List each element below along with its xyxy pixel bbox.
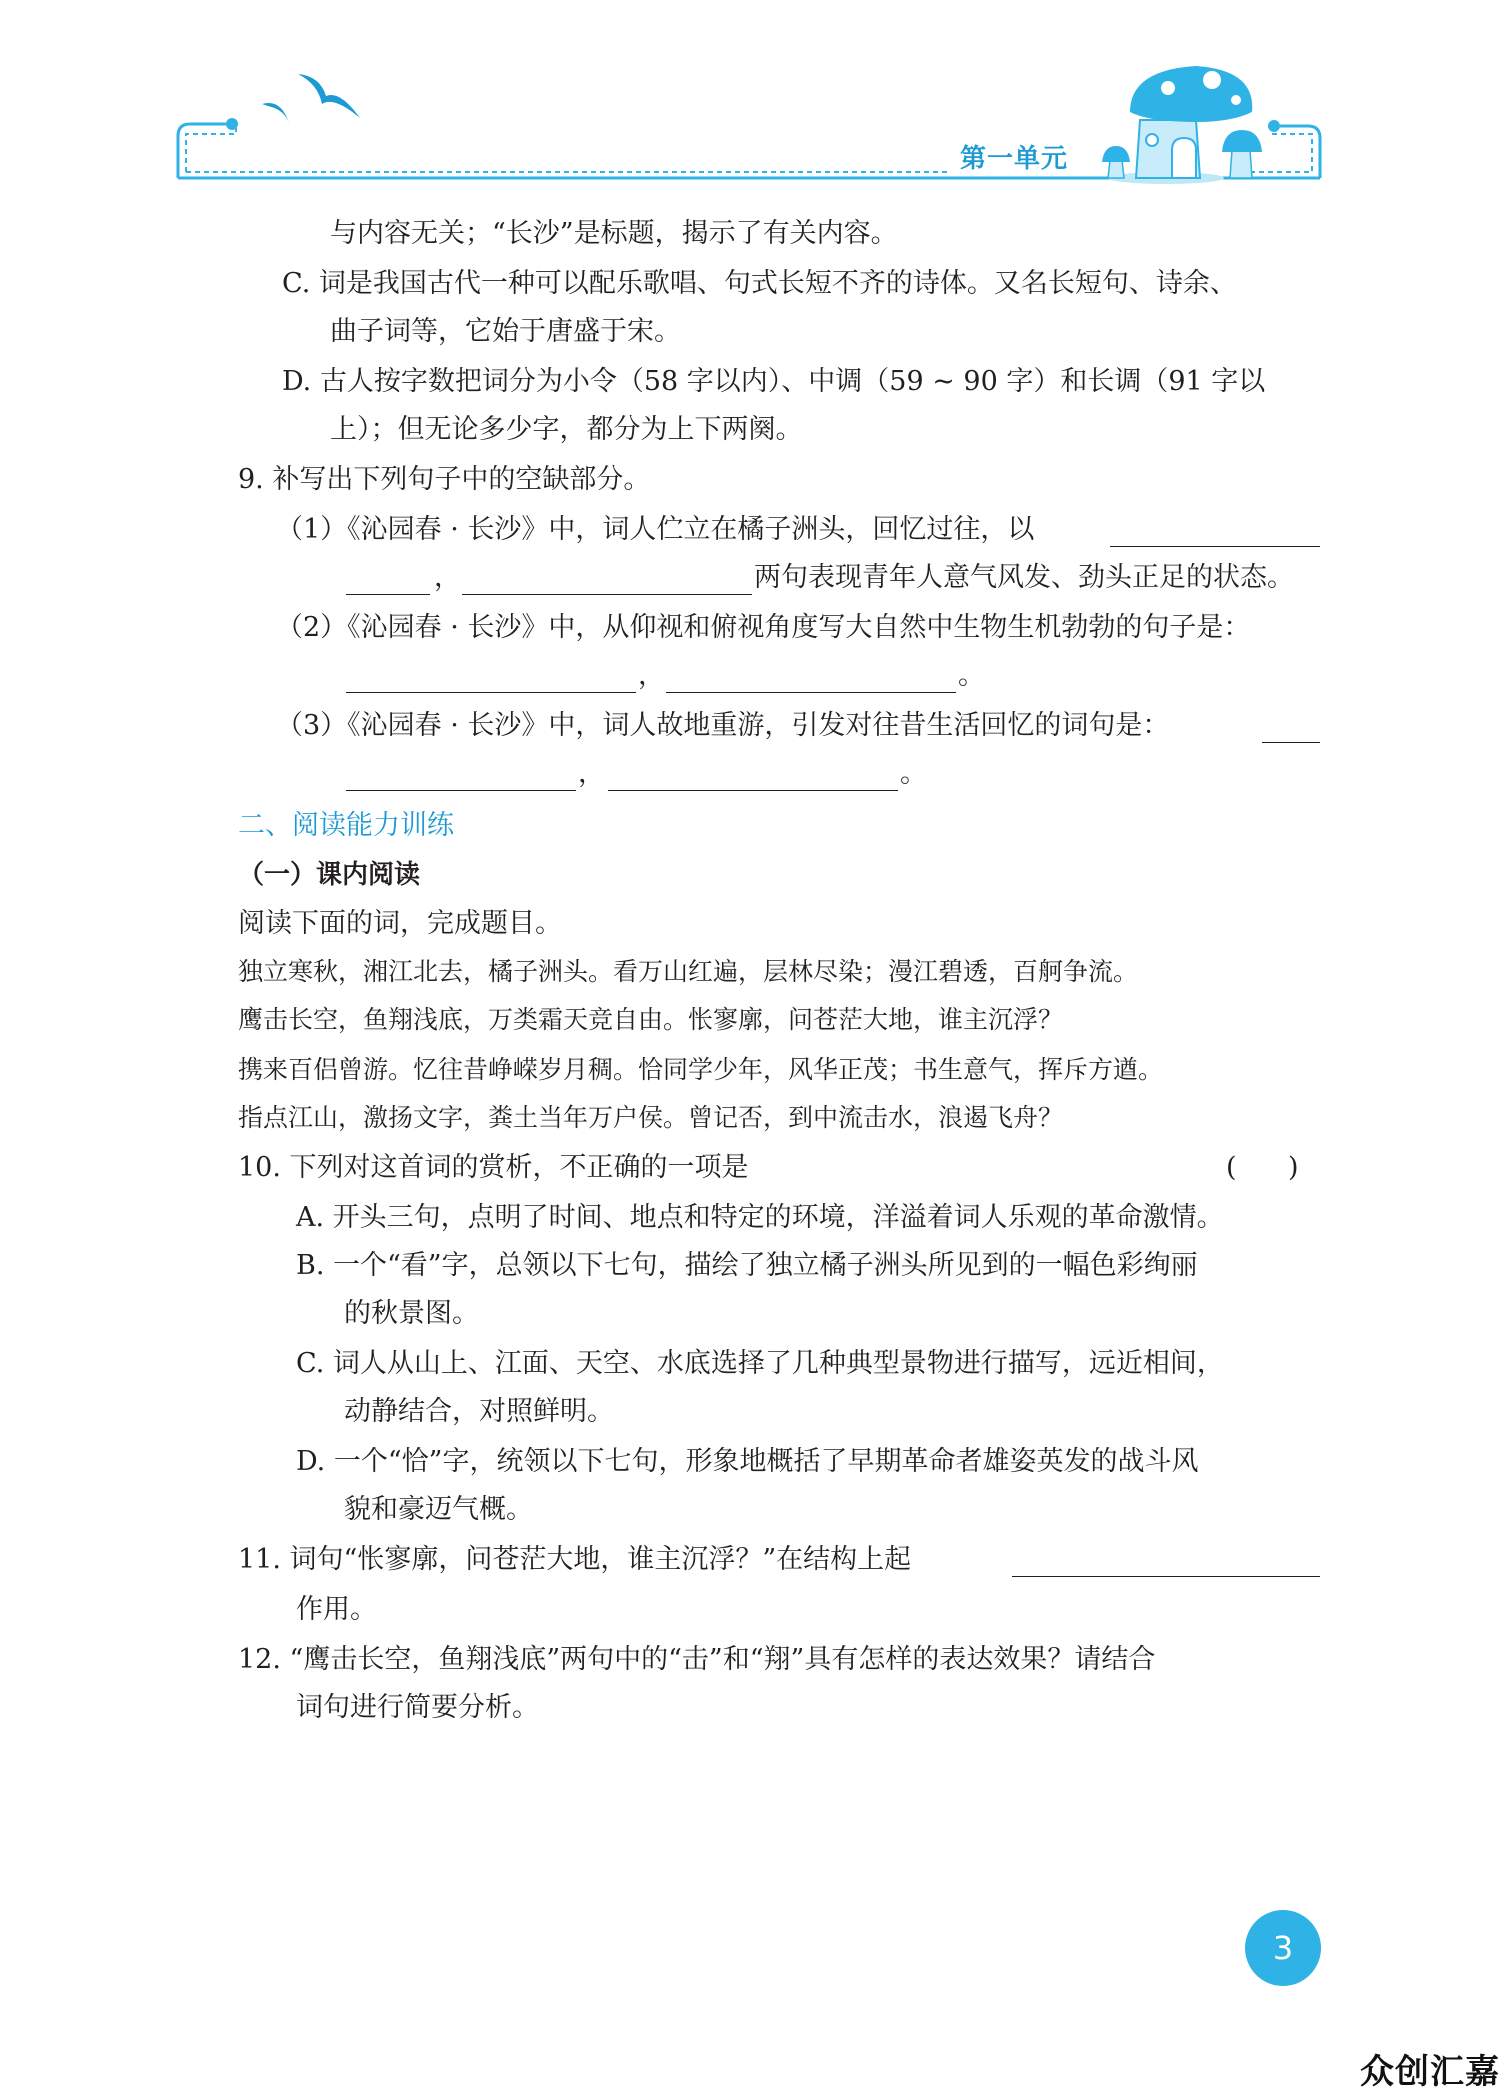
q10-option-a: A. 开头三句，点明了时间、地点和特定的环境，洋溢着词人乐观的革命激情。 (296, 1202, 1224, 1233)
q10-option-d-line2: 貌和豪迈气概。 (344, 1494, 533, 1525)
q10-stem: 10. 下列对这首词的赏析，不正确的一项是 (238, 1152, 749, 1183)
answer-blank[interactable] (1262, 742, 1320, 743)
option-d-line-2: 上）；但无论多少字，都分为上下两阕。 (330, 414, 803, 445)
q9-part3-line1: （3）《沁园春 · 长沙》中，词人故地重游，引发对往昔生活回忆的词句是： (276, 710, 1170, 741)
q10-option-d-line1: D. 一个“恰”字，统领以下七句，形象地概括了早期革命者雄姿英发的战斗风 (296, 1446, 1199, 1477)
section-title: 二、阅读能力训练 (238, 810, 454, 841)
q12-line1: 12. “鹰击长空，鱼翔浅底”两句中的“击”和“翔”具有怎样的表达效果？请结合 (238, 1644, 1156, 1675)
q9-part3-end: 。 (900, 758, 927, 789)
option-b-continuation: 与内容无关；“长沙”是标题，揭示了有关内容。 (330, 218, 898, 249)
q12-line2: 词句进行简要分析。 (296, 1692, 539, 1723)
option-d-line-1: D. 古人按字数把词分为小令（58 字以内）、中调（59 ~ 90 字）和长调（91 字以 (282, 366, 1266, 397)
answer-bracket[interactable]: ( ) (1226, 1152, 1299, 1183)
option-c-line-1: C. 词是我国古代一种可以配乐歌唱、句式长短不齐的诗体。又名长短句、诗余、 (282, 268, 1237, 299)
poem-line: 携来百侣曾游。忆往昔峥嵘岁月稠。恰同学少年，风华正茂；书生意气，挥斥方遒。 (238, 1055, 1164, 1084)
page-number-badge: 3 (1245, 1910, 1321, 1986)
watermark: 众创汇嘉 (1360, 2052, 1500, 2092)
poem-line: 独立寒秋，湘江北去，橘子洲头。看万山红遍，层林尽染；漫江碧透，百舸争流。 (238, 957, 1139, 986)
q9-part2-comma: ， (638, 660, 665, 691)
answer-blank[interactable] (346, 594, 430, 595)
poem-line: 鹰击长空，鱼翔浅底，万类霜天竞自由。怅寥廓，问苍茫大地，谁主沉浮？ (238, 1005, 1064, 1034)
q9-part3-comma: ， (578, 758, 605, 789)
q9-stem: 9. 补写出下列句子中的空缺部分。 (238, 464, 651, 495)
answer-blank[interactable] (346, 790, 576, 791)
q10-option-b-line1: B. 一个“看”字，总领以下七句，描绘了独立橘子洲头所见到的一幅色彩绚丽 (296, 1250, 1198, 1281)
answer-blank[interactable] (1110, 546, 1320, 547)
answer-blank[interactable] (1012, 1576, 1320, 1577)
unit-title: 第一单元 (960, 144, 1069, 174)
q9-part2-end: 。 (958, 660, 985, 691)
q11-line2: 作用。 (296, 1594, 377, 1625)
sub-section-title: （一）课内阅读 (238, 860, 421, 890)
answer-blank[interactable] (346, 692, 636, 693)
answer-blank[interactable] (608, 790, 898, 791)
poem-line: 指点江山，激扬文字，粪土当年万户侯。曾记否，到中流击水，浪遏飞舟？ (238, 1103, 1064, 1132)
option-c-line-2: 曲子词等，它始于唐盛于宋。 (330, 316, 681, 347)
reading-instruction: 阅读下面的词，完成题目。 (238, 908, 562, 939)
q9-part1-line1: （1）《沁园春 · 长沙》中，词人伫立在橘子洲头，回忆过往，以 (276, 514, 1035, 545)
q10-option-b-line2: 的秋景图。 (344, 1298, 479, 1329)
q11-stem: 11. 词句“怅寥廓，问苍茫大地，谁主沉浮？”在结构上起 (238, 1544, 912, 1575)
answer-blank[interactable] (666, 692, 956, 693)
answer-blank[interactable] (462, 594, 752, 595)
q9-part2-line1: （2）《沁园春 · 长沙》中，从仰视和俯视角度写大自然中生物生机勃勃的句子是： (276, 612, 1251, 643)
q10-option-c-line1: C. 词人从山上、江面、天空、水底选择了几种典型景物进行描写，远近相间， (296, 1348, 1224, 1379)
q9-part1-tail: 两句表现青年人意气风发、劲头正足的状态。 (754, 562, 1294, 593)
q9-part1-comma: ， (434, 562, 461, 593)
q10-option-c-line2: 动静结合，对照鲜明。 (344, 1396, 614, 1427)
